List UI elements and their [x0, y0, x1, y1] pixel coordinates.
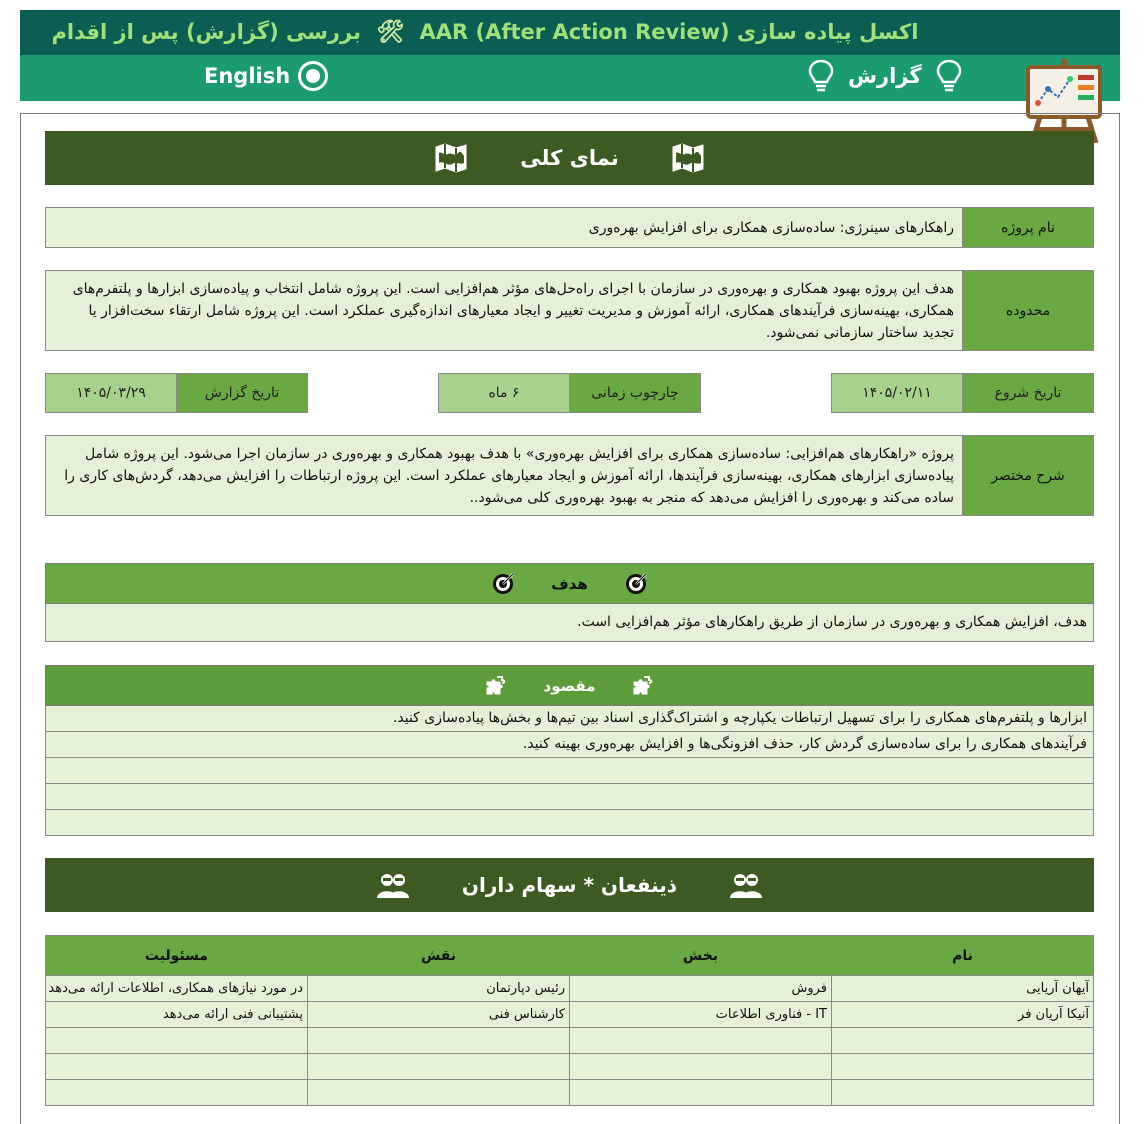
summary-value[interactable]: پروژه «راهکارهای هم‌افزایی: ساده‌سازی همکاری برای افزایش بهره‌وری» با هدف بهبود همکاری و بهره‌وری در سازمان اجرا می‌شود. این پروژه شامل پیاده‌سازی ابزارهای همکاری، بهینه‌سازی فرآیندها، ارائه آموزش و ایجاد معیارهای عملکرد است. این پروژه ارتباطات را افزایش می‌دهد، گردش‌های کاری را ساده می‌کند و بهره‌وری را افزایش می‌دهد که منجر به بهبود بهره‌وری کلی می‌شود.. — [46, 436, 962, 515]
table-cell[interactable] — [570, 1028, 832, 1054]
overview-header — [45, 131, 1094, 185]
radio-icon — [298, 61, 328, 91]
banner-title-bar — [20, 10, 1120, 55]
table-cell[interactable]: IT - فناوری اطلاعات — [570, 1002, 832, 1028]
stakeholders-title: ذینفعان * سهام داران — [461, 873, 678, 897]
table-cell[interactable] — [832, 1080, 1094, 1106]
goal-title: هدف — [551, 574, 588, 593]
start-date-label: تاریخ شروع — [962, 374, 1093, 412]
table-cell[interactable] — [46, 1028, 308, 1054]
target-icon — [491, 572, 515, 596]
table-cell[interactable] — [570, 1054, 832, 1080]
goal-text[interactable]: هدف، افزایش همکاری و بهره‌وری در سازمان از طریق راهکارهای مؤثر هم‌افزایی است. — [577, 614, 1087, 630]
purpose-line[interactable]: فرآیندهای همکاری را برای ساده‌سازی گردش کار، حذف افزونگی‌ها و افزایش بهره‌وری بهینه کنید. — [46, 732, 1093, 758]
table-cell[interactable] — [832, 1028, 1094, 1054]
table-cell[interactable]: کارشناس فنی — [308, 1002, 570, 1028]
summary-label: شرح مختصر — [962, 436, 1093, 515]
table-cell[interactable] — [46, 1080, 308, 1106]
overview-title: نمای کلی — [520, 146, 619, 170]
title-suffix: بررسی (گزارش) پس از اقدام — [51, 20, 361, 44]
tools-icon: 🛠 — [376, 20, 405, 45]
table-row — [46, 1080, 1094, 1106]
english-label: English — [204, 64, 291, 88]
banner-nav-bar — [20, 55, 1120, 101]
start-date-value[interactable]: ۱۴۰۵/۰۲/۱۱ — [832, 374, 962, 412]
table-cell[interactable] — [308, 1028, 570, 1054]
table-cell[interactable] — [308, 1080, 570, 1106]
table-cell[interactable] — [570, 1080, 832, 1106]
column-header-department: بخش — [570, 936, 832, 976]
table-cell[interactable]: پشتیبانی فنی ارائه می‌دهد — [46, 1002, 308, 1028]
table-cell[interactable]: آیهان آریایی — [832, 976, 1094, 1002]
column-header-responsibility: مسئولیت — [46, 936, 308, 976]
report-date-label: تاریخ گزارش — [176, 374, 307, 412]
scope-value[interactable]: هدف این پروژه بهبود همکاری و بهره‌وری در سازمان با اجرای راه‌حل‌های مؤثر هم‌افزایی است. این پروژه شامل انتخاب و پیاده‌سازی ابزارها و پلتفرم‌های همکاری، بهینه‌سازی فرآیندهای همکاری، ارائه آموزش و مدیریت تغییر و ایجاد معیارهای اندازه‌گیری عملکرد است. این پروژه شامل ارتقاء سخت‌افزار یا تجدید ساختار سازمانی نمی‌شود. — [46, 271, 962, 350]
report-date-value[interactable]: ۱۴۰۵/۰۳/۲۹ — [46, 374, 176, 412]
table-row — [46, 976, 1094, 1002]
report-label: گزارش — [848, 64, 922, 88]
table-row — [46, 1054, 1094, 1080]
purpose-header — [45, 665, 1094, 706]
table-cell[interactable]: در مورد نیازهای همکاری، اطلاعات ارائه می‌دهد — [46, 976, 308, 1002]
table-header-row — [46, 936, 1094, 976]
map-icon — [434, 143, 468, 173]
lightbulb-icon — [808, 59, 834, 93]
project-name-value[interactable]: راهکارهای سینرژی: ساده‌سازی همکاری برای افزایش بهره‌وری — [46, 208, 962, 247]
report-date-field — [45, 373, 308, 413]
timeframe-value[interactable]: ۶ ماه — [439, 374, 569, 412]
scope-label: محدوده — [962, 271, 1093, 350]
timeframe-label: چارچوب زمانی — [569, 374, 700, 412]
table-cell[interactable] — [46, 1054, 308, 1080]
purpose-body — [45, 706, 1094, 836]
goal-body — [45, 604, 1094, 642]
purpose-line[interactable]: ابزارها و پلتفرم‌های همکاری را برای تسهیل ارتباطات یکپارچه و اشتراک‌گذاری اسناد بین تیم‌ها و بخش‌ها پیاده‌سازی کنید. — [46, 706, 1093, 732]
column-header-name: نام — [832, 936, 1094, 976]
top-banner — [20, 10, 1120, 101]
table-cell[interactable]: آنیکا آریان فر — [832, 1002, 1094, 1028]
timeframe-field — [438, 373, 701, 413]
page-title — [52, 20, 919, 45]
puzzle-icon — [631, 674, 655, 698]
table-cell[interactable]: فروش — [570, 976, 832, 1002]
lightbulb-icon — [936, 59, 962, 93]
target-icon — [624, 572, 648, 596]
scope-row — [45, 270, 1094, 351]
purpose-line[interactable] — [46, 758, 1093, 784]
purpose-line[interactable] — [46, 784, 1093, 810]
puzzle-icon — [484, 674, 508, 698]
summary-row — [45, 435, 1094, 516]
report-button[interactable] — [808, 59, 962, 93]
map-icon — [671, 143, 705, 173]
stakeholders-table — [45, 935, 1094, 1106]
table-row — [46, 1002, 1094, 1028]
english-language-button[interactable] — [204, 61, 328, 91]
table-cell[interactable] — [308, 1054, 570, 1080]
start-date-field — [831, 373, 1094, 413]
stakeholders-header — [45, 858, 1094, 912]
table-cell[interactable] — [832, 1054, 1094, 1080]
project-name-label: نام پروژه — [962, 208, 1093, 247]
title-prefix: اکسل پیاده سازی AAR (After Action Review) — [419, 20, 919, 44]
table-cell[interactable]: رئیس دپارتمان — [308, 976, 570, 1002]
users-icon — [729, 870, 763, 900]
purpose-title: مقصود — [543, 676, 596, 695]
goal-header — [45, 563, 1094, 604]
project-name-row — [45, 207, 1094, 248]
table-row — [46, 1028, 1094, 1054]
purpose-line[interactable] — [46, 810, 1093, 836]
column-header-role: نقش — [308, 936, 570, 976]
users-icon — [376, 870, 410, 900]
